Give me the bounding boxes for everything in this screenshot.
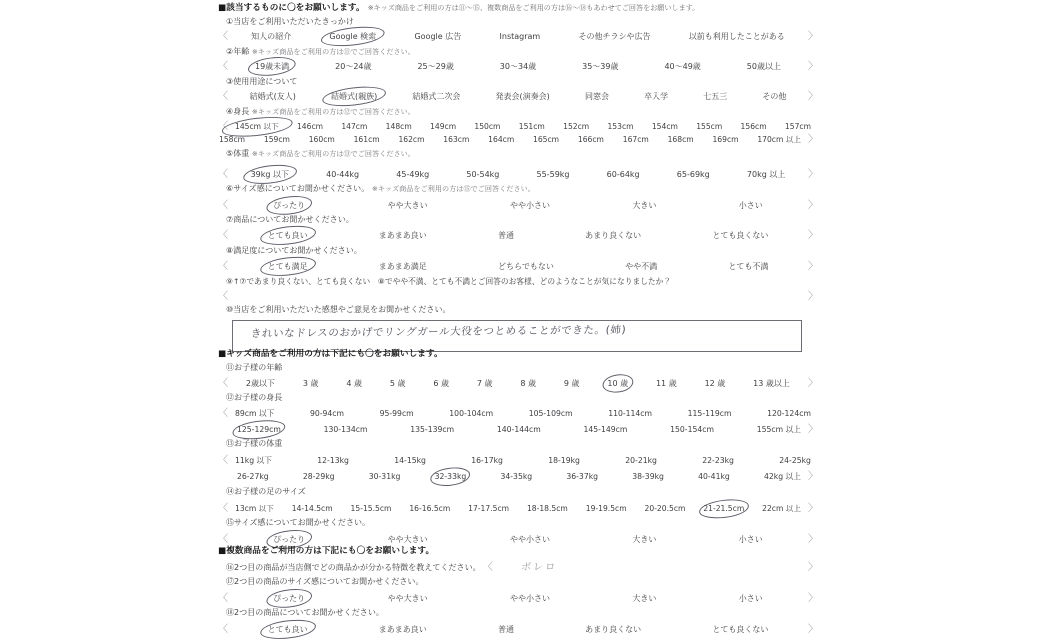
q2-option-3[interactable]: 30～34歳 [499, 62, 537, 71]
q3-option-1[interactable]: 結婚式(親族) [330, 92, 378, 101]
bracket-close-icon: 〉 [808, 291, 818, 302]
q4-option-25[interactable]: 170cm 以上 [757, 135, 801, 145]
q4-option-6[interactable]: 151cm [518, 122, 545, 132]
q15-option-2[interactable]: やや小さい [509, 535, 550, 544]
q18-option-3[interactable]: あまり良くない [585, 625, 642, 634]
q13-option-5[interactable]: 20-21kg [625, 456, 657, 466]
q11-option-1[interactable]: 3 歳 [302, 379, 319, 388]
q11-option-5[interactable]: 7 歳 [476, 379, 493, 388]
q12-option-2[interactable]: 95-99cm [379, 409, 414, 419]
q14-option-2[interactable]: 15-15.5cm [350, 504, 392, 514]
q4-option-7[interactable]: 152cm [563, 122, 590, 132]
q7-option-4[interactable]: とても良くない [712, 231, 769, 240]
bracket-close-icon: 〉 [808, 261, 818, 272]
q11-option-9[interactable]: 11 歳 [655, 379, 677, 388]
main-section-header [218, 4, 818, 13]
question-16-answer-handwriting[interactable]: ボレロ [520, 562, 558, 573]
q17-option-4[interactable]: 小さい [738, 594, 763, 603]
bracket-close-icon: 〉 [808, 503, 818, 514]
q1-option-4[interactable]: その他チラシや広告 [578, 32, 651, 41]
q17-option-1[interactable]: やや大きい [387, 594, 428, 603]
question-4-note: ※キッズ商品をご利用の方は⑫でご回答ください。 [251, 107, 415, 116]
question-8-choices[interactable] [218, 262, 818, 272]
bracket-open-icon: 〈 [218, 200, 228, 211]
q12-option-13[interactable]: 150-154cm [670, 425, 714, 435]
q2-option-1[interactable]: 20～24歳 [335, 62, 372, 71]
bracket-open-icon: 〈 [218, 31, 228, 42]
question-2-label [218, 48, 818, 56]
bracket-close-icon: 〉 [808, 593, 818, 604]
question-10-answer-handwriting: きれいなドレスのおかげでリングガール大役をつとめることができた。(姉) [250, 324, 627, 340]
question-6-label [218, 185, 818, 193]
question-18-choices[interactable] [218, 625, 818, 635]
question-6-choices[interactable] [218, 201, 818, 211]
q12-option-9[interactable]: 130-134cm [323, 425, 368, 435]
q2-option-5[interactable]: 40～49歳 [664, 62, 701, 71]
q4-option-22[interactable]: 167cm [622, 135, 649, 145]
q3-option-7[interactable]: その他 [762, 92, 787, 101]
question-12-choices-row1[interactable] [218, 409, 818, 419]
question-6-note: ※キッズ商品をご利用の方は⑮でご回答ください。 [371, 184, 535, 193]
q11-option-4[interactable]: 6 歳 [433, 379, 450, 388]
question-11-choices[interactable] [218, 379, 818, 389]
q6-option-2[interactable]: やや小さい [509, 201, 550, 210]
bracket-open-icon: 〈 [218, 230, 228, 241]
question-17-label: ⑰2つ目の商品のサイズ感についてお聞かせください。 [226, 577, 424, 586]
q15-option-1[interactable]: やや大きい [387, 535, 428, 544]
q13-option-12[interactable]: 34-35kg [500, 472, 533, 482]
q13-option-16[interactable]: 42kg 以上 [764, 472, 801, 482]
bracket-close-icon: 〉 [808, 534, 818, 545]
question-4-label-text: ④身長 [226, 107, 250, 116]
question-5-choices[interactable] [218, 170, 818, 180]
q4-option-2[interactable]: 147cm [341, 122, 368, 132]
bracket-open-icon: 〈 [218, 455, 228, 466]
q17-option-0[interactable]: ぴったり [273, 594, 306, 603]
q4-option-12[interactable]: 157cm [784, 122, 811, 132]
bracket-close-icon: 〉 [808, 169, 818, 180]
q11-option-7[interactable]: 9 歳 [563, 379, 580, 388]
q13-option-8[interactable]: 26-27kg [237, 472, 269, 482]
question-12-label: ⑫お子様の身長 [226, 393, 283, 402]
bracket-open-icon: 〈 [218, 593, 228, 604]
q14-option-8[interactable]: 21-21.5cm [703, 504, 745, 514]
q8-option-2[interactable]: どちらでもない [498, 262, 554, 271]
bracket-close-icon: 〉 [808, 230, 818, 241]
q11-option-3[interactable]: 5 歳 [389, 379, 406, 388]
q7-option-3[interactable]: あまり良くない [585, 231, 642, 240]
q14-option-7[interactable]: 20-20.5cm [644, 504, 686, 514]
q17-option-3[interactable]: 大きい [632, 594, 657, 603]
q15-option-4[interactable]: 小さい [738, 535, 763, 544]
q13-option-13[interactable]: 36-37kg [566, 472, 599, 482]
q7-option-0[interactable]: とても良い [267, 231, 308, 240]
bracket-open-icon: 〈 [218, 261, 228, 272]
q15-option-3[interactable]: 大きい [632, 535, 657, 544]
bracket-close-icon: 〉 [808, 424, 818, 435]
q13-option-4[interactable]: 18-19kg [548, 456, 580, 466]
question-13-choices-row2[interactable] [218, 472, 818, 482]
question-1-choices[interactable] [218, 32, 818, 42]
q13-option-0[interactable]: 11kg 以下 [235, 456, 272, 466]
q14-option-4[interactable]: 17-17.5cm [468, 504, 510, 514]
question-14-choices[interactable] [218, 504, 818, 514]
q4-option-4[interactable]: 149cm [430, 122, 457, 132]
bracket-close-icon: 〉 [808, 471, 818, 482]
q11-option-10[interactable]: 12 歳 [704, 379, 726, 388]
q1-option-5[interactable]: 以前も利用したことがある [688, 32, 785, 41]
question-15-choices[interactable] [218, 535, 818, 545]
q15-option-0[interactable]: ぴったり [273, 535, 306, 544]
bracket-open-icon: 〈 [218, 534, 228, 545]
q12-option-3[interactable]: 100-104cm [449, 409, 494, 419]
scanned-survey-sheet [218, 0, 818, 640]
bracket-close-icon: 〉 [808, 562, 818, 573]
q4-option-16[interactable]: 161cm [353, 135, 380, 145]
q5-option-5[interactable]: 60-64kg [606, 170, 640, 179]
question-14-label: ⑭お子様の足のサイズ [226, 487, 306, 496]
question-2-choices[interactable] [218, 62, 818, 72]
q11-option-0[interactable]: 2歳以下 [245, 379, 276, 388]
q4-option-0[interactable]: 145cm 以下 [235, 122, 279, 132]
q12-option-0[interactable]: 89cm 以下 [235, 409, 275, 419]
q3-option-5[interactable]: 卒入学 [644, 92, 669, 101]
q3-option-3[interactable]: 発表会(演奏会) [495, 92, 550, 101]
q5-option-6[interactable]: 65-69kg [676, 170, 710, 179]
q12-option-11[interactable]: 140-144cm [496, 425, 541, 435]
q4-option-13[interactable]: 158cm [219, 135, 246, 145]
bracket-open-icon: 〈 [218, 121, 228, 132]
question-16-row[interactable] [218, 563, 818, 573]
q4-option-11[interactable]: 156cm [740, 122, 767, 132]
q12-option-5[interactable]: 110-114cm [608, 409, 653, 419]
bracket-close-icon: 〉 [808, 134, 818, 145]
bracket-close-icon: 〉 [808, 200, 818, 211]
question-3-label: ③使用用途について [226, 77, 298, 86]
q8-option-3[interactable]: やや不満 [625, 262, 658, 271]
question-9-answer-row[interactable] [218, 292, 818, 302]
q2-option-2[interactable]: 25～29歳 [417, 62, 454, 71]
q7-option-1[interactable]: まあまあ良い [378, 231, 427, 240]
bracket-open-icon: 〈 [218, 503, 228, 514]
question-7-label: ⑦商品についてお聞かせください。 [226, 215, 354, 224]
q11-option-2[interactable]: 4 歳 [346, 379, 363, 388]
question-16-label: ⑯2つ目の商品が当店側でどの商品かが分かる特徴を教えてください。 [226, 563, 481, 572]
q8-option-0[interactable]: とても満足 [267, 262, 308, 271]
question-11-label: ⑪お子様の年齢 [226, 363, 283, 372]
q5-option-2[interactable]: 45-49kg [396, 170, 430, 179]
question-4-label [218, 108, 818, 116]
question-6-label-text: ⑥サイズ感についてお聞かせください。 [226, 184, 370, 193]
q1-option-2[interactable]: Google 広告 [414, 32, 462, 41]
question-12-choices-row2[interactable] [218, 425, 818, 435]
bracket-open-icon: 〈 [218, 61, 228, 72]
q4-option-3[interactable]: 148cm [385, 122, 412, 132]
q8-option-4[interactable]: とても不満 [728, 262, 769, 271]
q6-option-0[interactable]: ぴったり [273, 201, 306, 210]
q4-option-24[interactable]: 169cm [712, 135, 739, 145]
q1-option-1[interactable]: Google 検索 [329, 32, 377, 41]
q3-option-4[interactable]: 同窓会 [584, 92, 609, 101]
q7-option-2[interactable]: 普通 [497, 231, 514, 240]
q4-option-23[interactable]: 168cm [667, 135, 694, 145]
q4-option-8[interactable]: 153cm [607, 122, 634, 132]
q4-option-15[interactable]: 160cm [308, 135, 335, 145]
question-5-note: ※キッズ商品をご利用の方は⑬でご回答ください。 [251, 149, 415, 158]
q14-option-5[interactable]: 18-18.5cm [526, 504, 568, 514]
question-2-label-text: ②年齢 [226, 47, 250, 56]
q14-option-9[interactable]: 22cm 以上 [762, 504, 801, 514]
q14-option-3[interactable]: 16-16.5cm [409, 504, 451, 514]
q12-option-7[interactable]: 120-124cm [767, 409, 811, 419]
bracket-close-icon: 〉 [808, 378, 818, 389]
q5-option-4[interactable]: 55-59kg [536, 170, 570, 179]
question-1-label: ①当店をご利用いただいたきっかけ [226, 17, 354, 26]
q13-option-9[interactable]: 28-29kg [302, 472, 335, 482]
q11-option-11[interactable]: 13 歳以上 [753, 379, 790, 388]
q4-option-14[interactable]: 159cm [263, 135, 290, 145]
q5-option-0[interactable]: 39kg 以下 [250, 170, 290, 179]
question-4-choices-row2[interactable] [218, 135, 818, 145]
q4-option-9[interactable]: 154cm [651, 122, 678, 132]
q13-option-10[interactable]: 30-31kg [368, 472, 401, 482]
question-13-label: ⑬お子様の体重 [226, 439, 283, 448]
q13-option-3[interactable]: 16-17kg [471, 456, 503, 466]
q1-option-0[interactable]: 知人の紹介 [251, 32, 292, 41]
q13-option-14[interactable]: 38-39kg [632, 472, 664, 482]
q12-option-4[interactable]: 105-109cm [528, 409, 573, 419]
question-17-choices[interactable] [218, 594, 818, 604]
q18-option-4[interactable]: とても良くない [712, 625, 769, 634]
q5-option-7[interactable]: 70kg 以上 [746, 170, 786, 179]
question-10-label: ⑩当店をご利用いただいた感想やご意見をお聞かせください。 [226, 305, 451, 314]
q13-option-1[interactable]: 12-13kg [317, 456, 349, 466]
q17-option-2[interactable]: やや小さい [509, 594, 550, 603]
q4-option-17[interactable]: 162cm [398, 135, 425, 145]
bracket-open-icon: 〈 [218, 378, 228, 389]
q4-option-10[interactable]: 155cm [696, 122, 723, 132]
q6-option-3[interactable]: 大きい [632, 201, 657, 210]
q12-option-8[interactable]: 125-129cm [237, 425, 281, 435]
q13-option-2[interactable]: 14-15kg [394, 456, 426, 466]
q13-option-7[interactable]: 24-25kg [779, 456, 811, 466]
bracket-close-icon: 〉 [808, 31, 818, 42]
q12-option-14[interactable]: 155cm 以上 [756, 425, 801, 435]
q6-option-4[interactable]: 小さい [738, 201, 763, 210]
q5-option-3[interactable]: 50-54kg [466, 170, 500, 179]
q3-option-2[interactable]: 結婚式二次会 [412, 92, 461, 101]
question-13-choices-row1[interactable] [218, 456, 818, 466]
question-5-label-text: ⑤体重 [226, 149, 250, 158]
q5-option-1[interactable]: 40-44kg [326, 170, 360, 179]
question-2-note: ※キッズ商品をご利用の方は⑪でご回答ください。 [251, 47, 415, 56]
bracket-open-icon: 〈 [218, 169, 228, 180]
q2-option-0[interactable]: 19歳未満 [254, 62, 290, 71]
bracket-open-icon: 〈 [482, 562, 493, 573]
q18-option-2[interactable]: 普通 [497, 625, 514, 634]
question-15-label: ⑮サイズ感についてお聞かせください。 [226, 518, 371, 527]
bracket-close-icon: 〉 [808, 61, 818, 72]
question-8-label: ⑧満足度についてお聞かせください。 [226, 246, 362, 255]
q13-option-6[interactable]: 22-23kg [702, 456, 734, 466]
q11-option-8[interactable]: 10 歳 [607, 379, 629, 388]
q18-option-1[interactable]: まあまあ良い [378, 625, 427, 634]
q14-option-0[interactable]: 13cm 以下 [235, 504, 274, 514]
main-section-header-text: ■該当するものに〇をお願いします。 [218, 3, 365, 13]
bracket-open-icon: 〈 [218, 624, 228, 635]
question-4-choices-row1[interactable] [218, 122, 818, 132]
q12-option-10[interactable]: 135-139cm [410, 425, 455, 435]
q6-option-1[interactable]: やや大きい [387, 201, 428, 210]
q14-option-1[interactable]: 14-14.5cm [291, 504, 333, 514]
question-9-label: ⑨↑⑦であまり良くない、とても良くない ⑧でやや不満、とても不満とご回答のお客様、どのようなことが気になりましたか？ [226, 277, 672, 286]
bracket-open-icon: 〈 [218, 91, 228, 102]
q4-option-20[interactable]: 165cm [533, 135, 560, 145]
q14-option-6[interactable]: 19-19.5cm [585, 504, 627, 514]
bracket-close-icon: 〉 [808, 91, 818, 102]
question-5-label [218, 150, 818, 158]
bracket-close-icon: 〉 [808, 624, 818, 635]
q4-option-5[interactable]: 150cm [474, 122, 501, 132]
q4-option-1[interactable]: 146cm [296, 122, 324, 132]
q3-option-6[interactable]: 七五三 [703, 92, 728, 101]
question-7-choices[interactable] [218, 231, 818, 241]
q2-option-4[interactable]: 35～39歳 [582, 62, 619, 71]
q8-option-1[interactable]: まあまあ満足 [378, 262, 427, 271]
q13-option-11[interactable]: 32-33kg [434, 472, 467, 482]
q12-option-12[interactable]: 145-149cm [583, 425, 628, 435]
q13-option-15[interactable]: 40-41kg [698, 472, 730, 482]
multi-section-header: ■複数商品をご利用の方は下記にも〇をお願いします。 [218, 546, 435, 556]
q4-option-18[interactable]: 163cm [443, 135, 470, 145]
question-10-answer-box[interactable] [232, 320, 802, 352]
main-section-header-note: ※キッズ商品をご利用の方は⑪～⑮、複数商品をご利用の方は⑯～⑱もあわせてご回答をお願いします。 [367, 3, 700, 12]
q1-option-3[interactable]: Instagram [499, 32, 541, 41]
bracket-open-icon: 〈 [218, 408, 228, 419]
bracket-open-icon: 〈 [218, 291, 228, 302]
kids-section-header: ■キッズ商品をご利用の方は下記にも〇をお願いします。 [218, 349, 443, 359]
q18-option-0[interactable]: とても良い [267, 625, 308, 634]
q3-option-0[interactable]: 結婚式(友人) [249, 92, 296, 101]
q2-option-6[interactable]: 50歳以上 [746, 62, 781, 71]
question-3-choices[interactable] [218, 92, 818, 102]
q4-option-19[interactable]: 164cm [488, 135, 515, 145]
q12-option-1[interactable]: 90-94cm [309, 409, 344, 419]
q4-option-21[interactable]: 166cm [577, 135, 604, 145]
q12-option-6[interactable]: 115-119cm [687, 409, 732, 419]
q11-option-6[interactable]: 8 歳 [520, 379, 537, 388]
question-18-label: ⑱2つ目の商品についてお聞かせください。 [226, 608, 384, 617]
